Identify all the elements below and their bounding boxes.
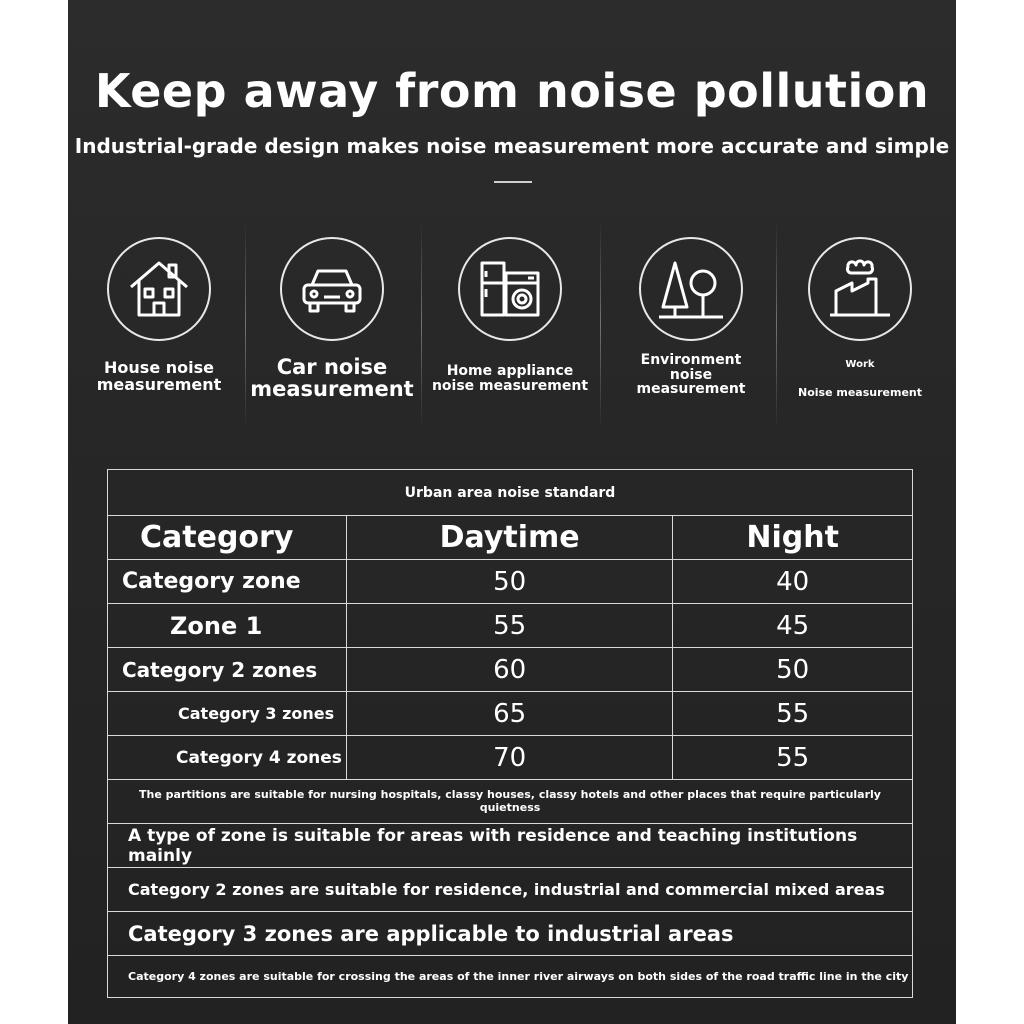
zone-note: Category 3 zones are applicable to industrial areas (108, 912, 913, 956)
environment-measurement-item (606, 220, 776, 440)
icon-divider (421, 220, 422, 430)
row-night-value: 45 (673, 604, 913, 648)
row-daytime-value: 70 (346, 736, 673, 780)
header-daytime: Daytime (346, 516, 673, 560)
page-title: Keep away from noise pollution (94, 64, 930, 118)
zone-note: Category 2 zones are suitable for residence, industrial and commercial mixed areas (108, 868, 913, 912)
house-icon (107, 237, 211, 341)
table-note-row (108, 912, 913, 956)
zone-note: The partitions are suitable for nursing hospitals, classy houses, classy hotels and other places that require particularly quietness (108, 780, 913, 824)
table-note-row (108, 868, 913, 912)
product-panel (68, 0, 956, 1024)
icon-divider (245, 220, 246, 430)
row-night-value: 40 (673, 560, 913, 604)
car-measurement-label: Car noise measurement (250, 355, 414, 402)
table-note-row (108, 956, 913, 998)
header-category: Category (108, 516, 347, 560)
table-note-row (108, 780, 913, 824)
noise-standard-table (107, 469, 913, 998)
row-category: Zone 1 (108, 604, 347, 648)
car-icon (280, 237, 384, 341)
row-daytime-value: 55 (346, 604, 673, 648)
home-appliance-icon (458, 237, 562, 341)
row-night-value: 50 (673, 648, 913, 692)
row-category: Category 4 zones (108, 736, 347, 780)
header-night: Night (673, 516, 913, 560)
factory-icon (808, 237, 912, 341)
icon-divider (600, 220, 601, 430)
table-row (108, 604, 913, 648)
table-row (108, 648, 913, 692)
work-measurement-label: Noise measurement (798, 386, 922, 399)
row-daytime-value: 50 (346, 560, 673, 604)
table-row (108, 560, 913, 604)
row-category: Category 2 zones (108, 648, 347, 692)
work-measurement-label-top: Work (845, 359, 875, 370)
home-appliance-measurement-label: Home appliance noise measurement (431, 363, 589, 394)
row-night-value: 55 (673, 692, 913, 736)
table-note-row (108, 824, 913, 868)
house-measurement-label: House noise measurement (96, 358, 222, 394)
car-measurement-item (247, 220, 417, 440)
row-daytime-value: 60 (346, 648, 673, 692)
row-category: Category 3 zones (108, 692, 347, 736)
zone-note: A type of zone is suitable for areas with residence and teaching institutions mainly (108, 824, 913, 868)
environment-measurement-label: Environment noise measurement (636, 352, 746, 398)
measurement-icons (68, 220, 956, 440)
home-appliance-measurement-item (425, 220, 595, 440)
table-row (108, 692, 913, 736)
work-measurement-item (775, 220, 945, 440)
tree-icon (639, 237, 743, 341)
table-header-row (108, 516, 913, 560)
title-divider (494, 181, 532, 183)
zone-note: Category 4 zones are suitable for crossing the areas of the inner river airways on both sides of the road traffic line in the city (108, 956, 913, 998)
table-caption: Urban area noise standard (108, 470, 913, 516)
page-subtitle: Industrial-grade design makes noise measurement more accurate and simple (74, 134, 950, 158)
row-night-value: 55 (673, 736, 913, 780)
row-category: Category zone (108, 560, 347, 604)
row-daytime-value: 65 (346, 692, 673, 736)
table-row (108, 736, 913, 780)
house-measurement-item (74, 220, 244, 440)
